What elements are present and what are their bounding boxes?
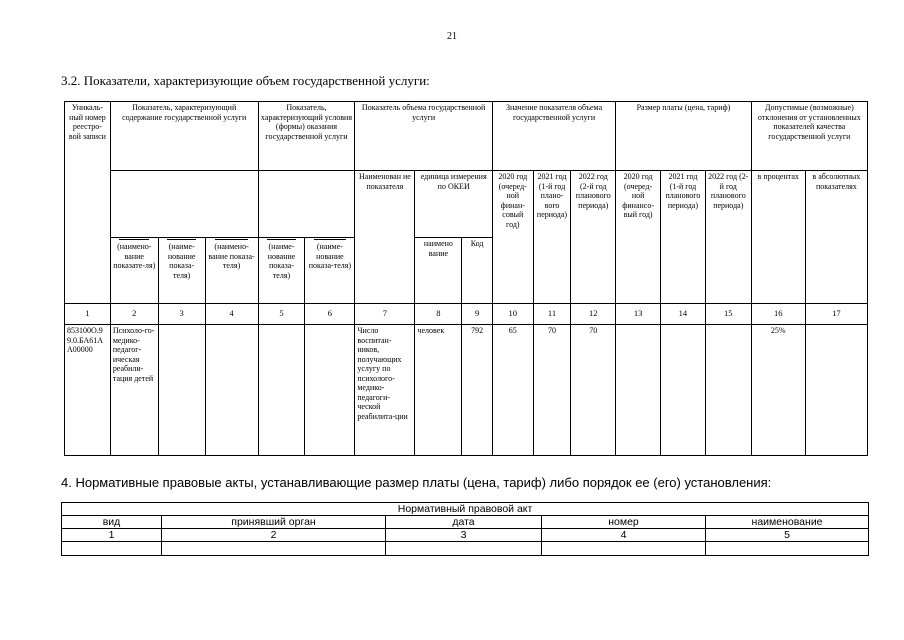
cell-fee-2020	[616, 325, 661, 456]
empty-cell	[542, 542, 706, 556]
column-number: 5	[706, 529, 869, 542]
header-indicator-name: Наименован ие показателя	[355, 171, 415, 304]
header-unit-code: Код	[462, 238, 493, 304]
header-fee-2021: 2021 год (1-й год планового периода)	[661, 171, 706, 304]
subheader-conditions-1: (наиме-нование показа-теля)	[258, 238, 305, 304]
cell-indicator-name: Число воспитан-ников, получающих услугу по психолого-медико-педагоги-ческой реабилита-ции	[355, 325, 415, 456]
column-header-type: вид	[62, 516, 162, 529]
header-unit-okei: единица измерения по ОКЕИ	[415, 171, 492, 238]
column-number: 8	[415, 304, 462, 325]
column-number: 1	[62, 529, 162, 542]
column-number: 3	[386, 529, 542, 542]
column-number: 4	[205, 304, 258, 325]
table-row	[65, 325, 868, 456]
section-title-legal: 4. Нормативные правовые акты, устанавливающие размер платы (цена, тариф) либо порядок ее (его) установления:	[61, 475, 772, 490]
column-number: 1	[65, 304, 111, 325]
column-header-issuing-body: принявший орган	[162, 516, 386, 529]
column-number: 13	[616, 304, 661, 325]
header-deviations: Допустимые (возможные) отклонения от установленных показателей качества государственной услуги	[751, 102, 867, 171]
cell-fee-2022	[705, 325, 751, 456]
cell-conditions-1	[258, 325, 305, 456]
column-number: 15	[705, 304, 751, 325]
header-year-2021: 2021 год (1-й год плано-вого периода)	[533, 171, 571, 304]
header-volume-indicator: Показатель объема государственной услуги	[355, 102, 493, 171]
empty-cell	[386, 542, 542, 556]
cell-value-2021: 70	[533, 325, 571, 456]
header-fee-size: Размер платы (цена, тариф)	[616, 102, 752, 171]
header-content-indicator: Показатель, характеризующий содержание государственной услуги	[110, 102, 258, 171]
column-number: 7	[355, 304, 415, 325]
column-number: 11	[533, 304, 571, 325]
column-number: 6	[305, 304, 355, 325]
cell-unique-number: 853100О.99.0.БА61АА00000	[65, 325, 111, 456]
cell-content-3	[205, 325, 258, 456]
content-indicator-spacer	[110, 171, 258, 238]
column-numbers-row	[65, 304, 868, 325]
column-number: 5	[258, 304, 305, 325]
header-indicator-value: Значение показателя объема государственной услуги	[492, 102, 615, 171]
table-row	[62, 542, 869, 556]
cell-unit-code: 792	[462, 325, 493, 456]
cell-value-2022: 70	[571, 325, 616, 456]
column-number: 3	[158, 304, 205, 325]
header-year-2022: 2022 год (2-й год планового периода)	[571, 171, 616, 304]
column-number: 2	[162, 529, 386, 542]
column-number: 14	[661, 304, 706, 325]
volume-indicators-table	[64, 101, 868, 456]
cell-unit-name: человек	[415, 325, 462, 456]
empty-cell	[62, 542, 162, 556]
column-number: 12	[571, 304, 616, 325]
cell-conditions-2	[305, 325, 355, 456]
header-conditions-indicator: Показатель, характеризующий условия (формы) оказания государственной услуги	[258, 102, 355, 171]
legal-acts-header: Нормативный правовой акт	[62, 503, 869, 516]
column-number: 17	[805, 304, 867, 325]
column-number: 9	[462, 304, 493, 325]
subheader-conditions-2: (наиме-нование показа-теля)	[305, 238, 355, 304]
header-unit-name: наимено вание	[415, 238, 462, 304]
cell-value-2020: 65	[492, 325, 533, 456]
column-number: 2	[110, 304, 158, 325]
page-number: 21	[447, 31, 457, 42]
header-in-percent: в процентах	[751, 171, 805, 304]
empty-cell	[706, 542, 869, 556]
header-fee-2020: 2020 год (очеред-ной финансо-вый год)	[616, 171, 661, 304]
column-header-name: наименование	[706, 516, 869, 529]
conditions-indicator-spacer	[258, 171, 355, 238]
legal-acts-table	[61, 502, 869, 556]
subheader-content-2: (наиме-нование показа-теля)	[158, 238, 205, 304]
cell-deviation-absolute	[805, 325, 867, 456]
subheader-content-1: (наимено-вание показате-ля)	[110, 238, 158, 304]
header-fee-2022: 2022 год (2-й год планового периода)	[705, 171, 751, 304]
cell-fee-2021	[661, 325, 706, 456]
header-in-absolute: в абсолютных показателях	[805, 171, 867, 304]
column-number: 16	[751, 304, 805, 325]
column-header-number: номер	[542, 516, 706, 529]
header-year-2020: 2020 год (очеред-ной финан-совый год)	[492, 171, 533, 304]
cell-content-2	[158, 325, 205, 456]
cell-deviation-percent: 25%	[751, 325, 805, 456]
cell-content-1: Психоло-го-медико-педагог-ическая реабили-тация детей	[110, 325, 158, 456]
column-number: 4	[542, 529, 706, 542]
column-number: 10	[492, 304, 533, 325]
column-header-date: дата	[386, 516, 542, 529]
section-title-volume: 3.2. Показатели, характеризующие объем государственной услуги:	[61, 73, 430, 88]
header-unique-number: Уникаль-ный номер реестро-вой записи	[65, 102, 111, 304]
subheader-content-3: (наимено-вание показа-теля)	[205, 238, 258, 304]
empty-cell	[162, 542, 386, 556]
